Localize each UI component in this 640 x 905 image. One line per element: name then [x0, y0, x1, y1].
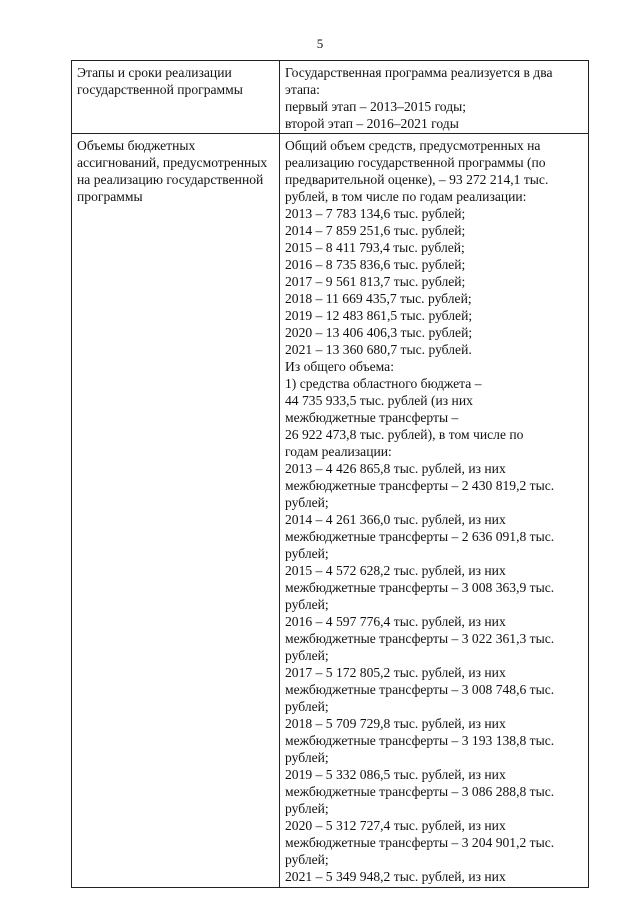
value-line: годам реализации:	[285, 444, 392, 459]
value-line: межбюджетные трансферты – 3 022 361,3 тыс.	[285, 631, 555, 646]
value-line: рублей;	[285, 801, 329, 816]
value-line: 2020 – 5 312 727,4 тыс. рублей, из них	[285, 818, 506, 833]
table-row	[72, 134, 589, 888]
value-line: 2018 – 11 669 435,7 тыс. рублей;	[285, 291, 472, 306]
value-line: 2019 – 12 483 861,5 тыс. рублей;	[285, 308, 473, 323]
row-label: Объемы бюджетных ассигнований, предусмотренных на реализацию государственной программы	[77, 138, 268, 204]
value-line: 26 922 473,8 тыс. рублей), в том числе по	[285, 427, 524, 442]
value-line: межбюджетные трансферты – 3 193 138,8 тыс.	[285, 733, 555, 748]
value-line: 2019 – 5 332 086,5 тыс. рублей, из них	[285, 767, 506, 782]
value-line: 2016 – 8 735 836,6 тыс. рублей;	[285, 257, 466, 272]
value-line: межбюджетные трансферты –	[285, 410, 459, 425]
value-line: Общий объем средств, предусмотренных на	[285, 138, 541, 153]
value-line: первый этап – 2013–2015 годы;	[285, 99, 467, 114]
value-line: 1) средства областного бюджета –	[285, 376, 482, 391]
table-body	[72, 61, 589, 888]
value-line: рублей;	[285, 852, 329, 867]
value-line: 2018 – 5 709 729,8 тыс. рублей, из них	[285, 716, 506, 731]
value-line: рублей;	[285, 750, 329, 765]
value-line: 2015 – 8 411 793,4 тыс. рублей;	[285, 240, 465, 255]
row-value-cell	[280, 61, 589, 134]
value-line: реализацию государственной программы (по	[285, 155, 546, 170]
value-line: 44 735 933,5 тыс. рублей (из них	[285, 393, 473, 408]
value-line: межбюджетные трансферты – 3 086 288,8 тыс.	[285, 784, 555, 799]
value-line: этапа:	[285, 82, 320, 97]
value-line: 2021 – 13 360 680,7 тыс. рублей.	[285, 342, 472, 357]
value-line: рублей;	[285, 699, 329, 714]
value-line: рублей;	[285, 597, 329, 612]
value-line: 2013 – 7 783 134,6 тыс. рублей;	[285, 206, 466, 221]
value-line: рублей;	[285, 546, 329, 561]
row-label: Этапы и сроки реализации государственной программы	[77, 65, 243, 97]
value-line: 2014 – 7 859 251,6 тыс. рублей;	[285, 223, 466, 238]
value-line: межбюджетные трансферты – 2 430 819,2 тыс.	[285, 478, 555, 493]
value-line: 2016 – 4 597 776,4 тыс. рублей, из них	[285, 614, 506, 629]
value-line: 2015 – 4 572 628,2 тыс. рублей, из них	[285, 563, 506, 578]
value-line: межбюджетные трансферты – 3 008 363,9 тыс.	[285, 580, 555, 595]
value-line: межбюджетные трансферты – 2 636 091,8 тыс.	[285, 529, 555, 544]
value-line: рублей, в том числе по годам реализации:	[285, 189, 527, 204]
value-line: 2017 – 5 172 805,2 тыс. рублей, из них	[285, 665, 506, 680]
value-line: межбюджетные трансферты – 3 008 748,6 тыс.	[285, 682, 555, 697]
value-line: 2021 – 5 349 948,2 тыс. рублей, из них	[285, 869, 506, 884]
value-line: 2017 – 9 561 813,7 тыс. рублей;	[285, 274, 466, 289]
value-line: 2013 – 4 426 865,8 тыс. рублей, из них	[285, 461, 506, 476]
value-line: 2014 – 4 261 366,0 тыс. рублей, из них	[285, 512, 506, 527]
value-line: Из общего объема:	[285, 359, 394, 374]
value-line: второй этап – 2016–2021 годы	[285, 116, 459, 131]
value-line: рублей;	[285, 648, 329, 663]
value-line: межбюджетные трансферты – 3 204 901,2 тыс.	[285, 835, 555, 850]
row-value-cell	[280, 134, 589, 888]
program-passport-table	[71, 60, 589, 888]
value-line: Государственная программа реализуется в два	[285, 65, 553, 80]
value-line: 2020 – 13 406 406,3 тыс. рублей;	[285, 325, 473, 340]
page-number: 5	[316, 36, 324, 51]
row-label-cell	[72, 134, 280, 888]
value-line: предварительной оценке), – 93 272 214,1 тыс.	[285, 172, 549, 187]
table-row	[72, 61, 589, 134]
row-label-cell	[72, 61, 280, 134]
value-line: рублей;	[285, 495, 329, 510]
